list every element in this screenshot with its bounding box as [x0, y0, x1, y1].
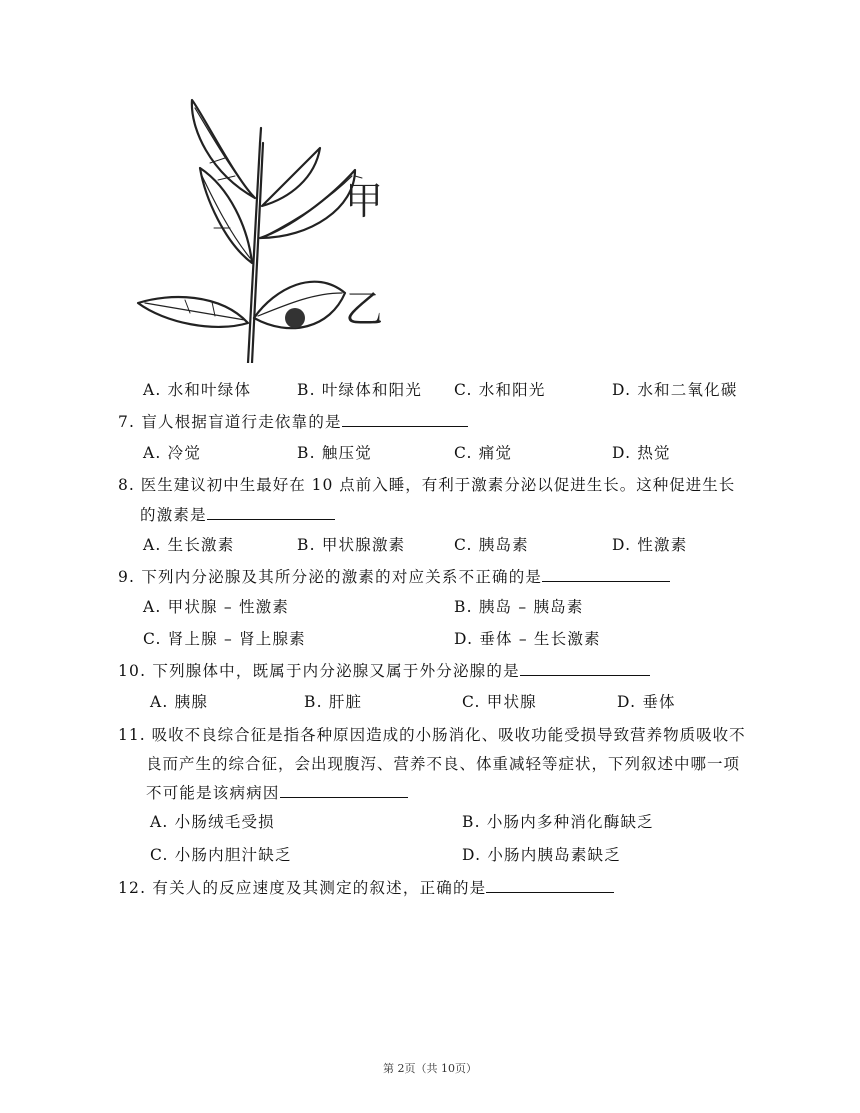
q6-option-b[interactable]: B. 叶绿体和阳光 [297, 381, 423, 399]
q8-stem-line1: 8. 医生建议初中生最好在 10 点前入睡，有利于激素分泌以促进生长。这种促进生长 [118, 476, 736, 494]
q10-stem [118, 659, 650, 681]
q11-stem-line1: 11. 吸收不良综合征是指各种原因造成的小肠消化、吸收功能受损导致营养物质吸收不 [118, 726, 746, 744]
q12-answer-blank[interactable] [486, 877, 614, 893]
q11-stem-line2: 良而产生的综合征，会出现腹泻、营养不良、体重减轻等症状，下列叙述中哪一项 [146, 755, 741, 773]
q6-option-d[interactable]: D. 水和二氧化碳 [612, 381, 738, 399]
q11-answer-blank[interactable] [280, 782, 408, 798]
q9-option-b[interactable]: B. 胰岛 – 胰岛素 [454, 598, 584, 616]
q10-option-d[interactable]: D. 垂体 [617, 693, 676, 711]
q7-answer-blank[interactable] [342, 411, 468, 427]
q9-stem-text: 9. 下列内分泌腺及其所分泌的激素的对应关系不正确的是 [118, 568, 543, 586]
q8-stem-line2 [140, 503, 335, 525]
figure-label-jia: 甲 [345, 179, 384, 223]
q9-option-d[interactable]: D. 垂体 – 生长激素 [454, 630, 601, 648]
q7-option-c[interactable]: C. 痛觉 [454, 444, 513, 462]
q9-stem [118, 565, 670, 587]
q12-stem-text: 12. 有关人的反应速度及其测定的叙述，正确的是 [118, 879, 487, 897]
q6-option-c[interactable]: C. 水和阳光 [454, 381, 546, 399]
q8-option-d[interactable]: D. 性激素 [612, 536, 688, 554]
q9-answer-blank[interactable] [542, 566, 670, 582]
q12-stem [118, 876, 614, 898]
q11-option-d[interactable]: D. 小肠内胰岛素缺乏 [462, 846, 621, 864]
q6-option-a[interactable]: A. 水和叶绿体 [143, 381, 252, 399]
q9-option-c[interactable]: C. 肾上腺 – 肾上腺素 [143, 630, 306, 648]
q8-answer-blank[interactable] [207, 504, 335, 520]
q9-option-a[interactable]: A. 甲状腺 – 性激素 [143, 598, 290, 616]
q7-stem [118, 410, 468, 432]
q11-stem-text: 不可能是该病病因 [146, 784, 280, 802]
q11-option-c[interactable]: C. 小肠内胆汁缺乏 [150, 846, 292, 864]
q11-stem-line3 [146, 781, 408, 803]
q10-option-a[interactable]: A. 胰腺 [150, 693, 209, 711]
q8-option-b[interactable]: B. 甲状腺激素 [297, 536, 406, 554]
q11-option-b[interactable]: B. 小肠内多种消化酶缺乏 [462, 813, 654, 831]
page-footer: 第 2页（共 10页） [383, 1062, 477, 1075]
q7-option-a[interactable]: A. 冷觉 [143, 444, 202, 462]
q8-option-a[interactable]: A. 生长激素 [143, 536, 235, 554]
q11-option-a[interactable]: A. 小肠绒毛受损 [150, 813, 275, 831]
q7-option-b[interactable]: B. 触压觉 [297, 444, 372, 462]
q8-option-c[interactable]: C. 胰岛素 [454, 536, 529, 554]
figure-label-yi: 乙 [345, 287, 384, 331]
q7-option-d[interactable]: D. 热觉 [612, 444, 671, 462]
q10-stem-text: 10. 下列腺体中，既属于内分泌腺又属于外分泌腺的是 [118, 662, 520, 680]
q10-answer-blank[interactable] [520, 660, 650, 676]
q10-option-c[interactable]: C. 甲状腺 [462, 693, 537, 711]
leaf-spot [285, 308, 305, 328]
q10-option-b[interactable]: B. 肝脏 [304, 693, 363, 711]
q8-stem-text: 的激素是 [140, 506, 207, 524]
q7-stem-text: 7. 盲人根据盲道行走依靠的是 [118, 413, 342, 431]
